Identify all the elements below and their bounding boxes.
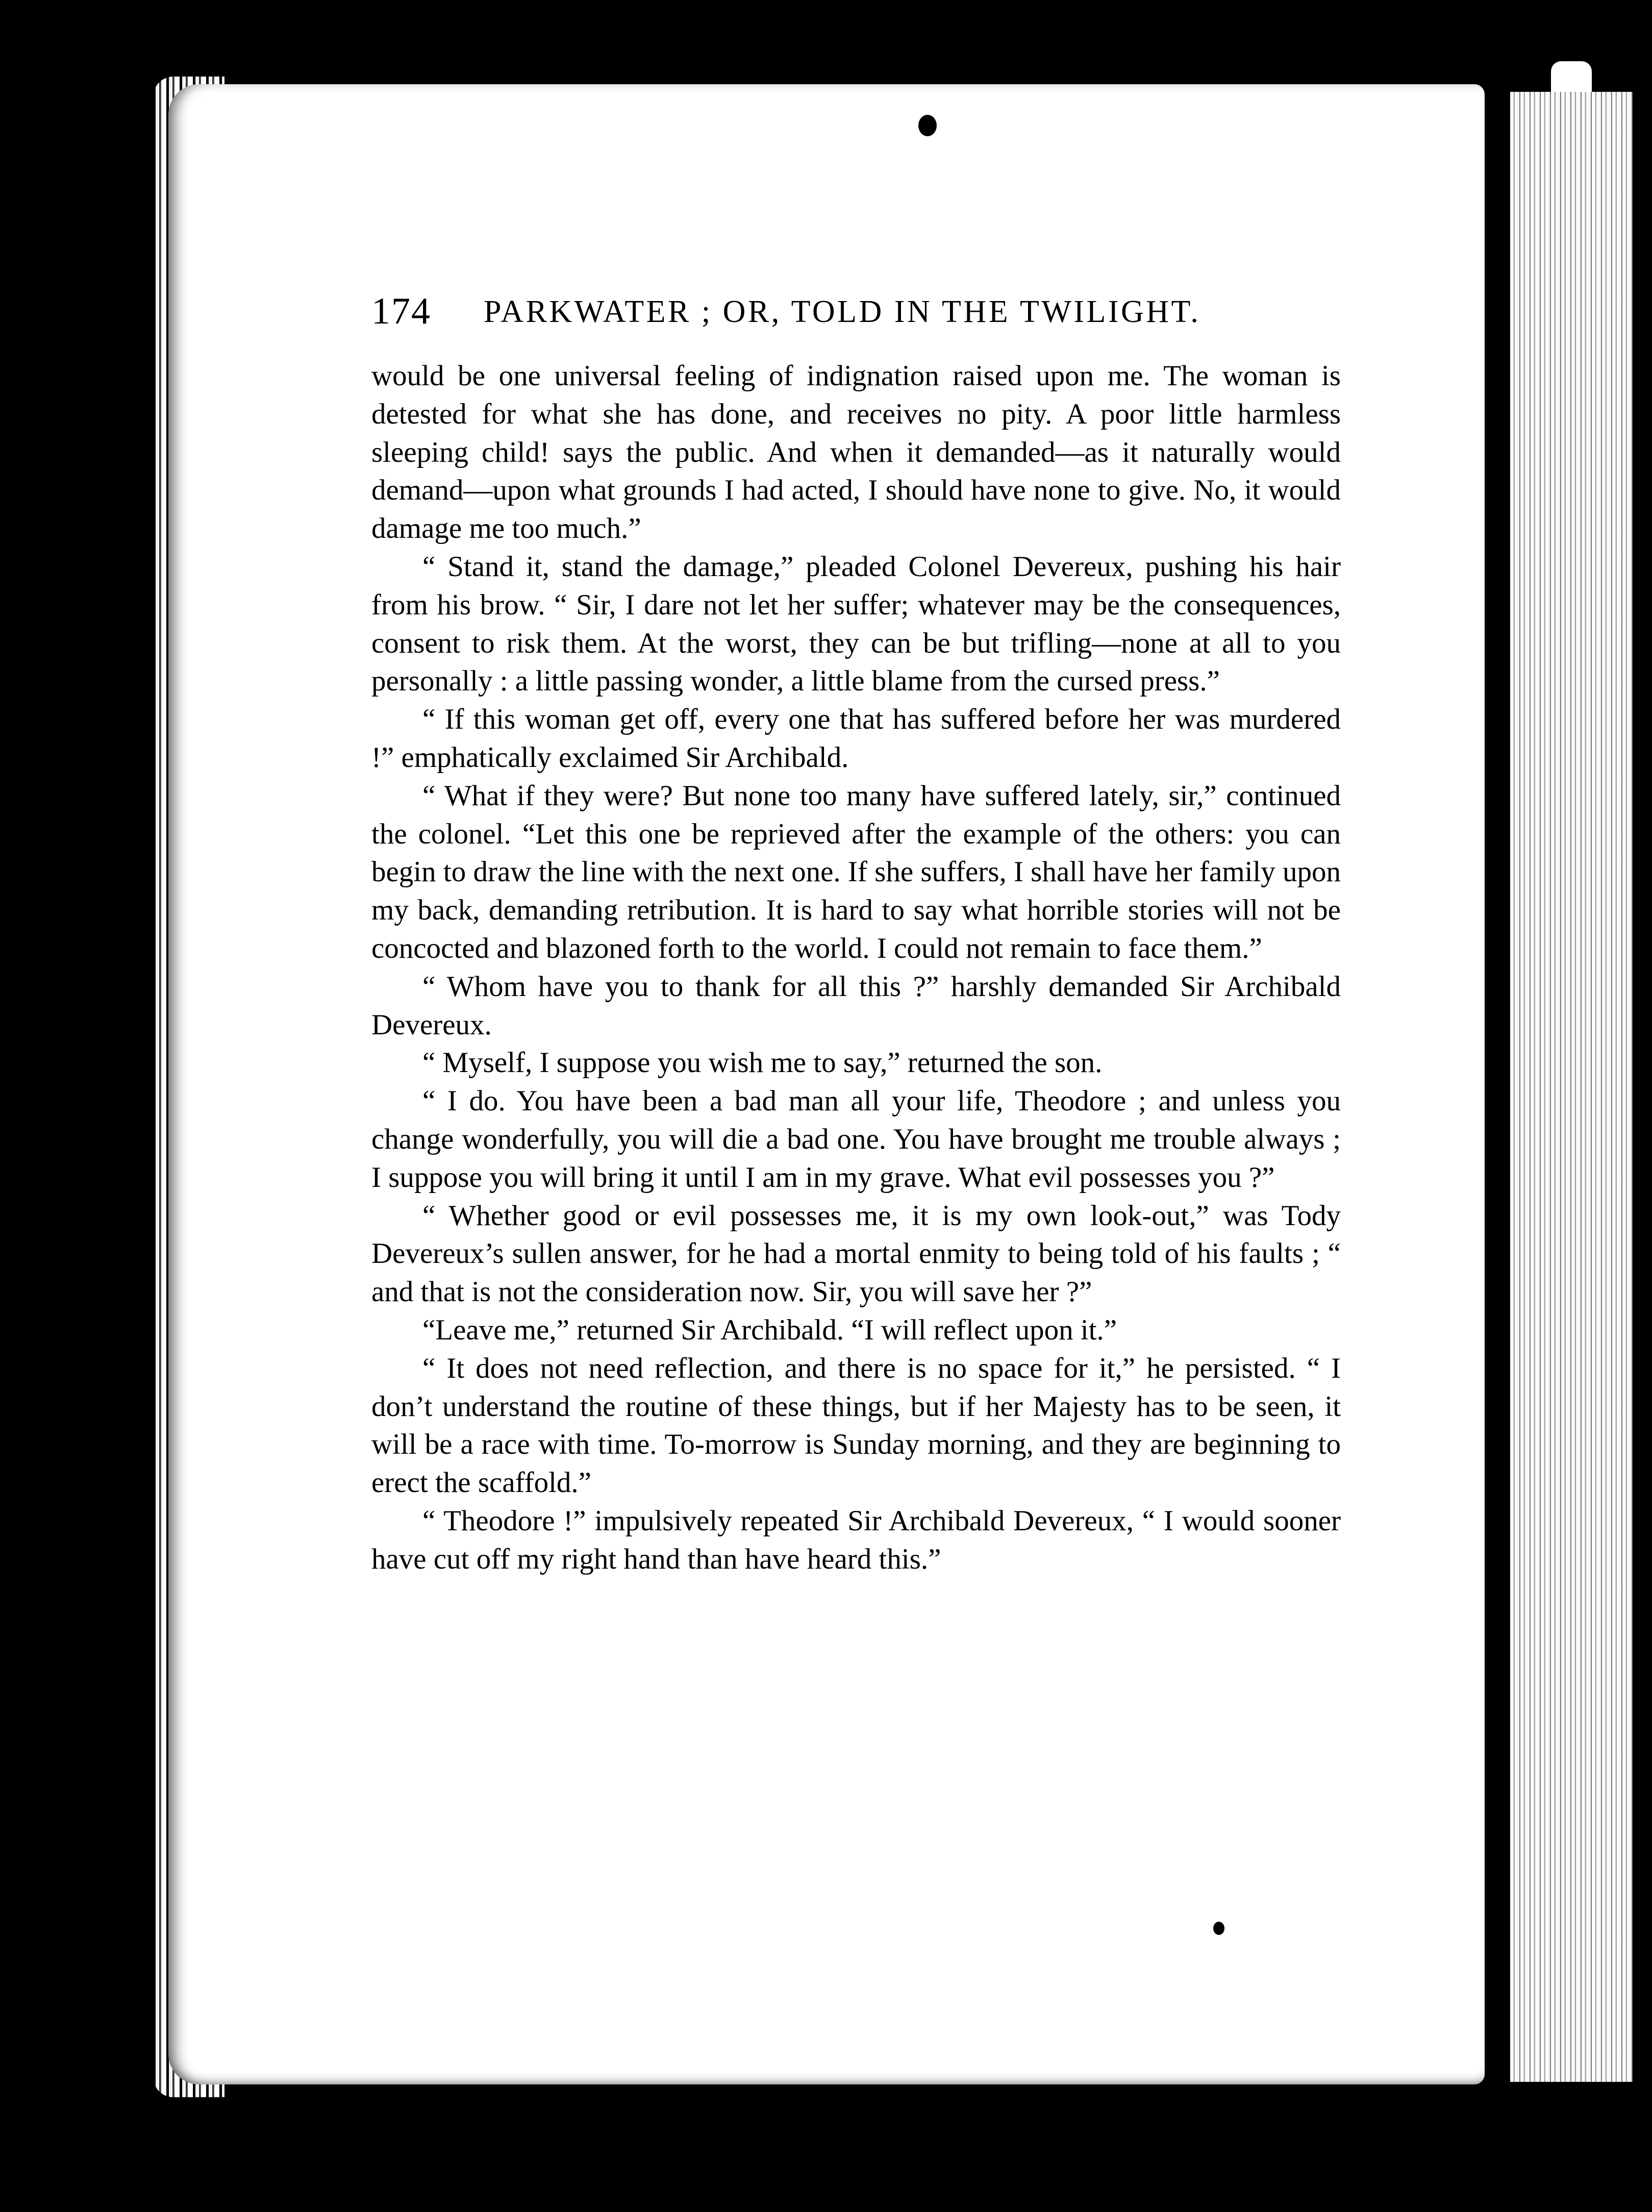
running-title: PARKWATER ; OR, TOLD IN THE TWILIGHT. xyxy=(484,294,1201,329)
page-corner-tab xyxy=(1551,61,1592,92)
paragraph: “ It does not need reflection, and there is no space for it,” he persisted. “ I don’t understand the routine of these things, but if her Majesty has to be seen, it will be a race with time. To-morrow is Sunday morning, and they are beginning to erect the scaffold.” xyxy=(371,1352,1341,1499)
paragraph: “ Whether good or evil possesses me, it is my own look-out,” was Tody Devereux’s sullen answer, for he had a mortal enmity to being told of his faults ; “ and that is not the consideration now. Sir, you will save her ?” xyxy=(371,1199,1341,1308)
paragraph: “ What if they were? But none too many have suffered lately, sir,” continued the colonel. “Let this one be reprieved after the example of the others: you can begin to draw the line with the next one. If she suffers, I shall have her family upon my back, demanding retribution. It is hard to say what horrible stories will not be concocted and blazoned forth to the world. I could not remain to face them.” xyxy=(371,779,1341,964)
ink-blot xyxy=(918,115,937,136)
paragraph: would be one universal feeling of indignation raised upon me. The woman is detested for what she has done, and receives no pity. A poor little harmless sleeping child! says the public. And when it demanded—as it naturally would demand—upon what grounds I had acted, I should have none to give. No, it would damage me too much.” xyxy=(371,360,1341,545)
page-header xyxy=(371,290,1397,341)
next-page-edge xyxy=(1510,92,1633,2082)
paragraph: “ I do. You have been a bad man all your life, Theodore ; and unless you change wonderfully, you will die a bad one. You have brought me trouble always ; I suppose you will bring it until I am in my grave. What evil possesses you ?” xyxy=(371,1085,1341,1194)
paragraph: “ Theodore !” impulsively repeated Sir Archibald Devereux, “ I would sooner have cut off my right hand than have heard this.” xyxy=(371,1504,1341,1575)
paragraph: “ Myself, I suppose you wish me to say,” returned the son. xyxy=(422,1047,1103,1079)
page-number: 174 xyxy=(371,290,431,332)
paragraph: “ Stand it, stand the damage,” pleaded Colonel Devereux, pushing his hair from his brow. “ Sir, I dare not let her suffer; whatever may be the consequences, consent to risk them. At the worst, they can be but trifling—none at all to you personally : a little passing wonder, a little blame from the cursed press.” xyxy=(371,550,1341,698)
paragraph: “ Whom have you to thank for all this ?” harshly demanded Sir Archibald Devereux. xyxy=(371,970,1341,1041)
ink-speck xyxy=(1213,1922,1224,1935)
paragraph: “Leave me,” returned Sir Archibald. “I will reflect upon it.” xyxy=(422,1313,1117,1346)
paragraph: “ If this woman get off, every one that has suffered before her was murdered !” emphatically exclaimed Sir Archibald. xyxy=(371,703,1341,774)
body-text xyxy=(371,357,1341,1579)
